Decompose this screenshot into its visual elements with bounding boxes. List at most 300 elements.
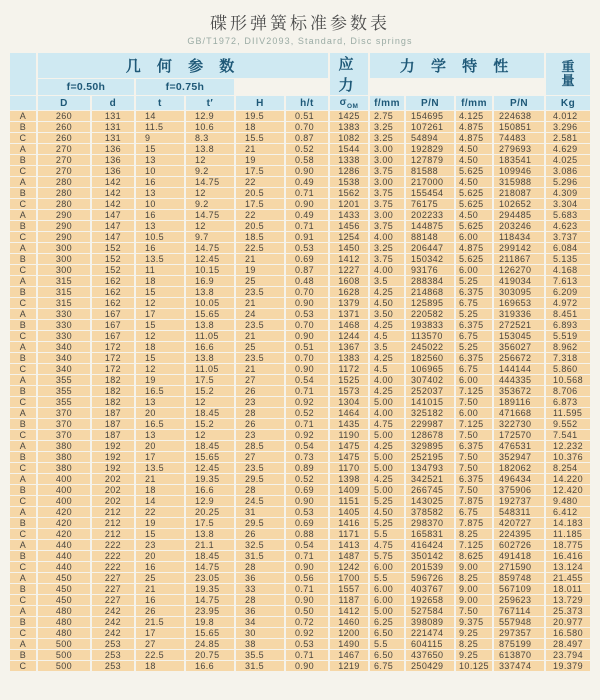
cell-sigma-om: 1219 <box>330 661 368 671</box>
cell-d: 222 <box>92 562 134 572</box>
cell-d: 136 <box>92 166 134 176</box>
cell-f-050: 3.25 <box>370 122 404 132</box>
cell-d: 167 <box>92 309 134 319</box>
cell-type: A <box>10 375 36 385</box>
cell-kg: 4.629 <box>546 144 590 154</box>
cell-h-over-t: 0.51 <box>286 111 328 121</box>
cell-sigma-om: 1525 <box>330 375 368 385</box>
cell-type: A <box>10 507 36 517</box>
col-h-over-t: h/t <box>286 96 328 110</box>
cell-type: A <box>10 474 36 484</box>
cell-H: 28 <box>236 562 284 572</box>
group-mechanical: 力 学 特 性 <box>370 53 544 78</box>
cell-f-075: 5.625 <box>456 254 492 264</box>
cell-f-075: 7.50 <box>456 430 492 440</box>
table-row <box>10 320 590 330</box>
cell-P-050: 182560 <box>406 353 454 363</box>
cell-P-050: 134793 <box>406 463 454 473</box>
cell-d: 136 <box>92 144 134 154</box>
cell-P-050: 329895 <box>406 441 454 451</box>
cell-t: 15 <box>136 320 184 330</box>
cell-h-over-t: 0.58 <box>286 155 328 165</box>
cell-sigma-om: 1557 <box>330 584 368 594</box>
cell-D: 450 <box>38 584 90 594</box>
cell-type: C <box>10 265 36 275</box>
cell-P-075: 303095 <box>494 287 544 297</box>
cell-sigma-om: 1425 <box>330 111 368 121</box>
cell-t: 16 <box>136 210 184 220</box>
table-row <box>10 364 590 374</box>
cell-P-050: 127879 <box>406 155 454 165</box>
cell-H: 26 <box>236 386 284 396</box>
cell-H: 32.5 <box>236 540 284 550</box>
cell-P-075: 419034 <box>494 276 544 286</box>
cell-D: 270 <box>38 166 90 176</box>
cell-h-over-t: 0.71 <box>286 221 328 231</box>
cell-type: B <box>10 353 36 363</box>
cell-D: 290 <box>38 232 90 242</box>
subheader-f075: f=0.75h <box>136 79 234 95</box>
cell-D: 270 <box>38 155 90 165</box>
cell-sigma-om: 1383 <box>330 353 368 363</box>
cell-H: 20.5 <box>236 188 284 198</box>
cell-type: A <box>10 639 36 649</box>
cell-t: 14 <box>136 111 184 121</box>
col-sigma-om <box>330 96 368 110</box>
cell-f-075: 9.00 <box>456 562 492 572</box>
cell-P-075: 352947 <box>494 452 544 462</box>
col-t-prime: t′ <box>186 96 234 110</box>
cell-f-075: 5.25 <box>456 342 492 352</box>
sigma-symbol: σ <box>339 96 347 108</box>
cell-t-prime: 9.2 <box>186 199 234 209</box>
cell-P-075: 224395 <box>494 529 544 539</box>
cell-d: 147 <box>92 232 134 242</box>
cell-H: 19 <box>236 265 284 275</box>
cell-H: 23.5 <box>236 320 284 330</box>
cell-d: 253 <box>92 639 134 649</box>
cell-P-050: 307402 <box>406 375 454 385</box>
cell-t-prime: 12 <box>186 155 234 165</box>
cell-type: B <box>10 287 36 297</box>
cell-kg: 20.977 <box>546 617 590 627</box>
cell-f-075: 4.875 <box>456 133 492 143</box>
cell-h-over-t: 0.90 <box>286 331 328 341</box>
cell-h-over-t: 0.92 <box>286 397 328 407</box>
cell-f-050: 3.00 <box>370 144 404 154</box>
cell-H: 22 <box>236 210 284 220</box>
cell-P-075: 491418 <box>494 551 544 561</box>
cell-P-075: 74483 <box>494 133 544 143</box>
cell-t-prime: 16.6 <box>186 342 234 352</box>
cell-D: 370 <box>38 419 90 429</box>
table-row <box>10 375 590 385</box>
cell-P-075: 375906 <box>494 485 544 495</box>
cell-f-075: 7.50 <box>456 463 492 473</box>
cell-D: 370 <box>38 430 90 440</box>
table-row <box>10 463 590 473</box>
cell-d: 182 <box>92 386 134 396</box>
cell-H: 36 <box>236 573 284 583</box>
table-row <box>10 254 590 264</box>
cell-t: 18 <box>136 342 184 352</box>
cell-f-050: 6.75 <box>370 661 404 671</box>
cell-f-050: 4.00 <box>370 408 404 418</box>
cell-t: 16.5 <box>136 419 184 429</box>
cell-D: 280 <box>38 188 90 198</box>
cell-t-prime: 12.45 <box>186 254 234 264</box>
cell-kg: 8.706 <box>546 386 590 396</box>
cell-sigma-om: 1433 <box>330 210 368 220</box>
cell-P-050: 403767 <box>406 584 454 594</box>
cell-t: 12 <box>136 331 184 341</box>
cell-h-over-t: 0.73 <box>286 452 328 462</box>
cell-h-over-t: 0.53 <box>286 507 328 517</box>
cell-h-over-t: 0.71 <box>286 419 328 429</box>
cell-t-prime: 20.25 <box>186 507 234 517</box>
cell-f-075: 8.625 <box>456 551 492 561</box>
cell-D: 260 <box>38 122 90 132</box>
cell-type: C <box>10 331 36 341</box>
cell-t-prime: 10.15 <box>186 265 234 275</box>
table-row <box>10 188 590 198</box>
cell-h-over-t: 0.49 <box>286 177 328 187</box>
cell-type: B <box>10 485 36 495</box>
cell-h-over-t: 0.90 <box>286 595 328 605</box>
cell-t-prime: 16.6 <box>186 661 234 671</box>
cell-P-050: 217000 <box>406 177 454 187</box>
cell-h-over-t: 0.90 <box>286 496 328 506</box>
cell-f-075: 4.50 <box>456 144 492 154</box>
cell-D: 355 <box>38 375 90 385</box>
cell-t: 12 <box>136 364 184 374</box>
cell-H: 28 <box>236 485 284 495</box>
group-weight-line2: 量 <box>561 73 575 88</box>
table-row <box>10 122 590 132</box>
cell-t: 17 <box>136 628 184 638</box>
table-header <box>10 53 590 110</box>
cell-kg: 3.086 <box>546 166 590 176</box>
cell-sigma-om: 1082 <box>330 133 368 143</box>
cell-type: A <box>10 441 36 451</box>
cell-t-prime: 14.75 <box>186 595 234 605</box>
cell-P-050: 206447 <box>406 243 454 253</box>
cell-d: 167 <box>92 331 134 341</box>
cell-d: 202 <box>92 485 134 495</box>
cell-P-050: 220582 <box>406 309 454 319</box>
cell-f-050: 4.50 <box>370 507 404 517</box>
cell-type: B <box>10 254 36 264</box>
cell-h-over-t: 0.54 <box>286 540 328 550</box>
cell-d: 162 <box>92 287 134 297</box>
table-row <box>10 309 590 319</box>
cell-H: 27 <box>236 452 284 462</box>
cell-P-050: 150342 <box>406 254 454 264</box>
cell-H: 18.5 <box>236 232 284 242</box>
table-row <box>10 386 590 396</box>
table-row <box>10 573 590 583</box>
cell-H: 28 <box>236 408 284 418</box>
cell-h-over-t: 0.54 <box>286 441 328 451</box>
cell-h-over-t: 0.52 <box>286 408 328 418</box>
cell-P-050: 288384 <box>406 276 454 286</box>
cell-P-075: 218087 <box>494 188 544 198</box>
cell-sigma-om: 1468 <box>330 320 368 330</box>
table-row <box>10 265 590 275</box>
cell-f-075: 7.875 <box>456 518 492 528</box>
col-P-075: P/N <box>494 96 544 110</box>
cell-d: 227 <box>92 573 134 583</box>
cell-kg: 6.084 <box>546 243 590 253</box>
cell-kg: 13.729 <box>546 595 590 605</box>
cell-d: 162 <box>92 276 134 286</box>
cell-d: 162 <box>92 298 134 308</box>
cell-D: 440 <box>38 562 90 572</box>
cell-f-075: 4.875 <box>456 243 492 253</box>
cell-H: 21 <box>236 254 284 264</box>
cell-P-075: 259623 <box>494 595 544 605</box>
cell-t: 13 <box>136 430 184 440</box>
cell-P-050: 398089 <box>406 617 454 627</box>
cell-f-075: 7.50 <box>456 397 492 407</box>
cell-kg: 11.595 <box>546 408 590 418</box>
cell-d: 253 <box>92 661 134 671</box>
cell-kg: 8.962 <box>546 342 590 352</box>
disc-spring-table <box>8 52 592 672</box>
cell-h-over-t: 0.90 <box>286 562 328 572</box>
cell-P-050: 378582 <box>406 507 454 517</box>
cell-t-prime: 18.45 <box>186 551 234 561</box>
col-f-050: f/mm <box>370 96 404 110</box>
cell-t: 21 <box>136 584 184 594</box>
cell-f-075: 6.00 <box>456 375 492 385</box>
cell-f-050: 6.50 <box>370 628 404 638</box>
cell-D: 420 <box>38 507 90 517</box>
cell-type: A <box>10 111 36 121</box>
cell-D: 330 <box>38 320 90 330</box>
cell-kg: 16.580 <box>546 628 590 638</box>
cell-sigma-om: 1412 <box>330 606 368 616</box>
cell-f-075: 6.375 <box>456 320 492 330</box>
cell-sigma-om: 1242 <box>330 562 368 572</box>
cell-P-075: 256672 <box>494 353 544 363</box>
cell-f-050: 4.00 <box>370 375 404 385</box>
cell-kg: 4.623 <box>546 221 590 231</box>
cell-sigma-om: 1700 <box>330 573 368 583</box>
col-H: H <box>236 96 284 110</box>
cell-f-050: 5.5 <box>370 529 404 539</box>
cell-t-prime: 12 <box>186 430 234 440</box>
cell-D: 480 <box>38 617 90 627</box>
cell-kg: 14.183 <box>546 518 590 528</box>
cell-P-075: 189116 <box>494 397 544 407</box>
col-f-075: f/mm <box>456 96 492 110</box>
cell-sigma-om: 1409 <box>330 485 368 495</box>
col-t: t <box>136 96 184 110</box>
cell-D: 340 <box>38 342 90 352</box>
table-row <box>10 518 590 528</box>
cell-H: 31.5 <box>236 551 284 561</box>
cell-d: 172 <box>92 342 134 352</box>
table-row <box>10 331 590 341</box>
cell-D: 290 <box>38 221 90 231</box>
cell-h-over-t: 0.90 <box>286 364 328 374</box>
cell-D: 315 <box>38 298 90 308</box>
cell-P-075: 567109 <box>494 584 544 594</box>
cell-type: B <box>10 584 36 594</box>
cell-f-075: 7.875 <box>456 496 492 506</box>
cell-D: 300 <box>38 254 90 264</box>
cell-kg: 13.124 <box>546 562 590 572</box>
cell-f-075: 6.375 <box>456 353 492 363</box>
cell-P-050: 221474 <box>406 628 454 638</box>
cell-f-050: 4.25 <box>370 386 404 396</box>
cell-d: 222 <box>92 551 134 561</box>
cell-h-over-t: 0.70 <box>286 320 328 330</box>
cell-f-075: 7.125 <box>456 540 492 550</box>
cell-f-075: 6.375 <box>456 441 492 451</box>
cell-h-over-t: 0.53 <box>286 309 328 319</box>
cell-D: 315 <box>38 276 90 286</box>
cell-t-prime: 15.65 <box>186 452 234 462</box>
cell-f-050: 5.75 <box>370 551 404 561</box>
cell-f-050: 4.75 <box>370 540 404 550</box>
cell-f-075: 6.375 <box>456 474 492 484</box>
cell-t-prime: 10.05 <box>186 298 234 308</box>
cell-t-prime: 17.5 <box>186 375 234 385</box>
cell-d: 147 <box>92 210 134 220</box>
cell-f-050: 3.50 <box>370 309 404 319</box>
cell-f-075: 4.50 <box>456 155 492 165</box>
cell-H: 22.5 <box>236 243 284 253</box>
cell-f-050: 4.5 <box>370 364 404 374</box>
cell-D: 380 <box>38 452 90 462</box>
cell-type: A <box>10 573 36 583</box>
cell-t: 25 <box>136 573 184 583</box>
cell-P-050: 252195 <box>406 452 454 462</box>
cell-h-over-t: 0.90 <box>286 199 328 209</box>
cell-D: 480 <box>38 606 90 616</box>
cell-D: 420 <box>38 518 90 528</box>
cell-H: 30 <box>236 628 284 638</box>
cell-sigma-om: 1608 <box>330 276 368 286</box>
table-row <box>10 485 590 495</box>
table-row <box>10 342 590 352</box>
cell-t: 15 <box>136 529 184 539</box>
cell-sigma-om: 1475 <box>330 441 368 451</box>
cell-d: 222 <box>92 540 134 550</box>
cell-sigma-om: 1450 <box>330 243 368 253</box>
cell-t-prime: 12.45 <box>186 463 234 473</box>
table-row <box>10 496 590 506</box>
cell-kg: 10.376 <box>546 452 590 462</box>
cell-kg: 7.613 <box>546 276 590 286</box>
cell-t: 13.5 <box>136 254 184 264</box>
cell-kg: 25.373 <box>546 606 590 616</box>
cell-t: 21 <box>136 474 184 484</box>
cell-t: 18 <box>136 661 184 671</box>
cell-h-over-t: 0.52 <box>286 144 328 154</box>
cell-f-075: 5.625 <box>456 188 492 198</box>
cell-P-050: 350142 <box>406 551 454 561</box>
cell-P-075: 602726 <box>494 540 544 550</box>
cell-kg: 18.011 <box>546 584 590 594</box>
cell-t: 13 <box>136 221 184 231</box>
cell-t: 15 <box>136 287 184 297</box>
cell-t: 18 <box>136 485 184 495</box>
cell-t: 13 <box>136 188 184 198</box>
cell-t-prime: 12.9 <box>186 496 234 506</box>
cell-P-075: 211867 <box>494 254 544 264</box>
cell-sigma-om: 1304 <box>330 397 368 407</box>
cell-f-075: 5.625 <box>456 199 492 209</box>
cell-P-075: 192737 <box>494 496 544 506</box>
cell-kg: 5.860 <box>546 364 590 374</box>
cell-D: 270 <box>38 144 90 154</box>
cell-H: 17.5 <box>236 199 284 209</box>
cell-f-050: 3.75 <box>370 221 404 231</box>
cell-h-over-t: 0.48 <box>286 276 328 286</box>
cell-P-075: 319336 <box>494 309 544 319</box>
cell-H: 23.5 <box>236 287 284 297</box>
table-row <box>10 353 590 363</box>
cell-d: 187 <box>92 408 134 418</box>
cell-f-075: 4.50 <box>456 210 492 220</box>
cell-P-075: 144144 <box>494 364 544 374</box>
group-weight-line1: 重 <box>561 59 575 74</box>
cell-P-050: 604115 <box>406 639 454 649</box>
cell-H: 28 <box>236 595 284 605</box>
cell-type: B <box>10 188 36 198</box>
cell-t-prime: 15.65 <box>186 309 234 319</box>
cell-kg: 2.581 <box>546 133 590 143</box>
cell-P-050: 165831 <box>406 529 454 539</box>
cell-D: 370 <box>38 408 90 418</box>
cell-t-prime: 15.2 <box>186 419 234 429</box>
page-subtitle: GB/T1972, DIIV2093, Standard, Disc springs <box>187 36 413 46</box>
cell-kg: 23.794 <box>546 650 590 660</box>
cell-type: C <box>10 364 36 374</box>
group-weight <box>546 53 590 95</box>
cell-P-075: 153045 <box>494 331 544 341</box>
cell-sigma-om: 1464 <box>330 408 368 418</box>
cell-h-over-t: 0.90 <box>286 298 328 308</box>
cell-H: 31 <box>236 507 284 517</box>
cell-t: 19 <box>136 518 184 528</box>
cell-type: C <box>10 463 36 473</box>
table-row <box>10 562 590 572</box>
cell-type: B <box>10 551 36 561</box>
cell-f-075: 5.625 <box>456 221 492 231</box>
cell-kg: 3.737 <box>546 232 590 242</box>
cell-t: 13 <box>136 155 184 165</box>
cell-D: 500 <box>38 639 90 649</box>
cell-P-075: 272521 <box>494 320 544 330</box>
cell-H: 27 <box>236 375 284 385</box>
cell-type: A <box>10 309 36 319</box>
cell-P-075: 875199 <box>494 639 544 649</box>
cell-f-050: 6.25 <box>370 617 404 627</box>
cell-f-075: 6.75 <box>456 507 492 517</box>
cell-kg: 8.254 <box>546 463 590 473</box>
cell-P-075: 182062 <box>494 463 544 473</box>
cell-t-prime: 21.1 <box>186 540 234 550</box>
cell-sigma-om: 1190 <box>330 430 368 440</box>
cell-P-050: 113570 <box>406 331 454 341</box>
cell-h-over-t: 0.91 <box>286 232 328 242</box>
cell-sigma-om: 1405 <box>330 507 368 517</box>
cell-kg: 12.420 <box>546 485 590 495</box>
